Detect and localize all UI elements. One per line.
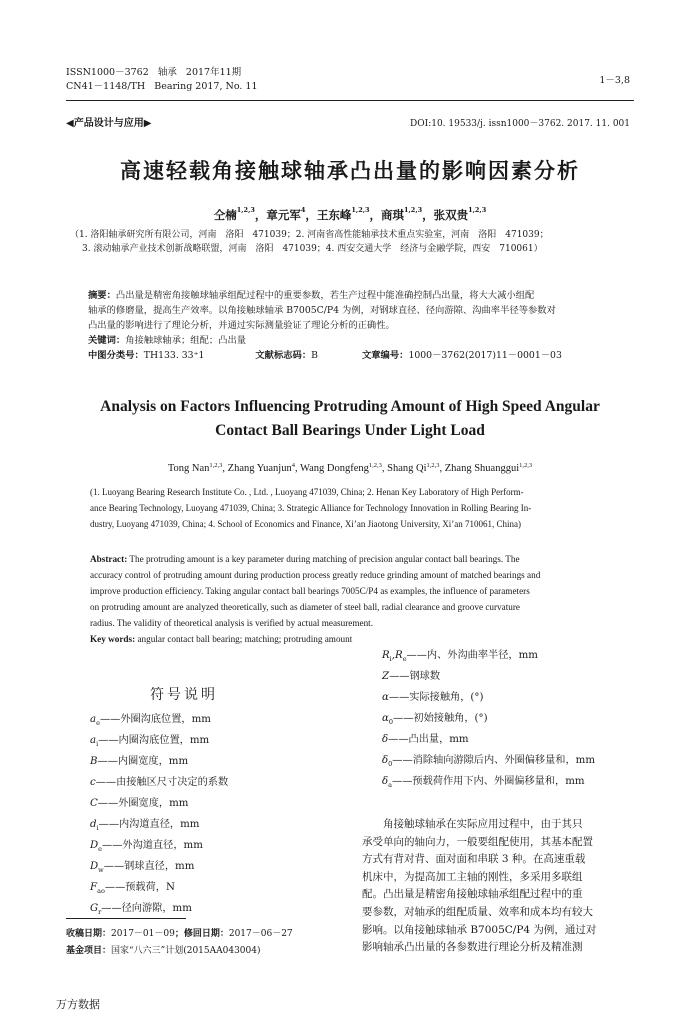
symbols-right	[382, 647, 595, 794]
symbol-row: $\delta_a——$预载荷作用下内、外圈偏移量和，mm	[382, 776, 585, 790]
symbol-row: $F_{ao}——$预载荷，N	[90, 882, 175, 896]
journal-name-cn: 轴承	[157, 67, 177, 78]
symbol-row: $\alpha_0——$初始接触角，(°)	[382, 713, 488, 727]
page-title-en: Analysis on Factors Influencing Protruding Amount of High Speed Angular Contact Ball Bearings Under Light Load	[100, 398, 600, 439]
body-text: 角接触球轴承在实际应用过程中，由于其只 承受单向的轴向力，一般要组配使用，其基本配置 方式有背对背、面对面和串联 3 种。在高速重载 机床中，为提高加工主轴的刚性，多采用多联组 配。凸出量是精密角接触球轴承组配过程中的重 要参数，对轴承的组配质量、效率和成本均有较大 影响。以角接触球轴承 B7005C/P4 为例，通过对 影响轴承凸出量的各参数进行理论分析及精准测	[362, 818, 597, 954]
watermark: 万方数据	[56, 998, 100, 1011]
symbol-row: δ——凸出量，mm	[382, 734, 469, 746]
journal-name-en: Bearing 2017, No. 11	[154, 81, 258, 92]
issn: ISSN1000－3762	[66, 67, 149, 78]
symbol-row: C——外圈宽度，mm	[90, 798, 189, 810]
keywords-cn: 关键词：角接触球轴承；组配；凸出量	[88, 335, 247, 346]
symbol-row: $d_i——$内沟道直径，mm	[90, 819, 200, 833]
cn-number: CN41－1148/TH	[66, 81, 146, 92]
symbol-row: α——实际接触角，(°)	[382, 692, 484, 704]
symbol-row: $R_i,R_e——$内、外沟曲率半径，mm	[382, 650, 538, 664]
keywords-en: Key words: angular contact ball bearing; matching; protruding amount	[90, 634, 353, 644]
symbol-row: $a_e——$外圈沟底位置，mm	[90, 714, 211, 728]
abstract-en: Abstract: The protruding amount is a key parameter during matching of precision angular contact ball bearings. The accuracy control of protruding amount during production process greatly reduce grinding amount of matched bearings and improve production efficiency. Taking angular contact ball bearings 7005C/P4 as examples, the influence of parameters on protruding amount are analyzed theoretically, such as diameter of steel ball, radial clearance and groove curvature radius. The validity of theoretical analysis is verified by actual measurement. Key words: angular contact ball bearing; matching; protruding amount	[90, 551, 620, 647]
symbol-row: $D_w——$钢球直径，mm	[90, 861, 195, 875]
page-range: 1－3,8	[599, 75, 630, 86]
symbol-row: $D_e——$外沟道直径，mm	[90, 840, 203, 854]
footnotes: 收稿日期：2017－01－09；修回日期：2017－06－27 基金项目：国家“八六三”计划(2015AA043004)	[66, 929, 293, 956]
page-title-cn: 高速轻载角接触球轴承凸出量的影响因素分析	[120, 158, 580, 183]
symbol-row: Z——钢球数	[382, 671, 441, 683]
symbol-row: c——由接触区尺寸决定的系数	[90, 777, 229, 789]
doi: DOI:10. 19533/j. issn1000－3762. 2017. 11. 001	[410, 119, 630, 129]
footnote-rule	[66, 918, 186, 919]
affiliations-en: (1. Luoyang Bearing Research Institute Co. , Ltd. , Luoyang 471039, China; 2. Henan Key Laboratory of High Perform- ance Bearing Technology, Luoyang 471039, China; 3. Strategic Alliance for Technology Innovation in Rolling Bearing In- dustry, Luoyang 471039, China; 4. School of Economics and Finance, Xi’an Jiaotong University, Xi’an 710061, China)	[90, 487, 532, 529]
classification-cn: 中图分类号：TH133. 33⁺1 文献标志码：B 文章编号：1000－3762(2017)11－0001－03	[88, 350, 562, 361]
affiliations-cn: （1. 洛阳轴承研究所有限公司，河南 洛阳 471039；2. 河南省高性能轴承技术重点实验室，河南 洛阳 471039； 3. 滚动轴承产业技术创新战略联盟，河南 洛阳 471039；4. 西安交通大学 经济与金融学院，西安 710061）	[70, 230, 549, 254]
issue-cn: 2017年11期	[185, 67, 242, 78]
symbol-row: B——内圈宽度，mm	[90, 756, 189, 768]
authors-en: Tong Nan$^{1,2,3}$, Zhang Yuanjun$^4$, Wang Dongfeng$^{1,2,3}$, Shang Qi$^{1,2,3}$, Zhang Shuanggui$^{1,2,3}$	[167, 462, 533, 474]
abstract-cn: 摘要：凸出量是精密角接触球轴承组配过程中的重要参数，若生产过程中能准确控制凸出量，将大大减小组配 轴承的修磨量，提高生产效率。以角接触球轴承 B7005C/P4 为例，对钢球直径、径向游隙、沟曲率半径等参数对 凸出量的影响进行了理论分析，并通过实际测量验证了理论分析的正确性。 关键词：角接触球轴承；组配；凸出量 中图分类号：TH133. 33⁺1 文献标志码：B 文章编号：1000－3762(2017)11－0001－03	[88, 288, 628, 363]
symbols-left	[90, 711, 228, 921]
symbol-row: $a_i——$内圈沟底位置，mm	[90, 735, 210, 749]
symbol-row: $G_r——$径向游隙，mm	[90, 903, 192, 917]
authors-cn: 仝楠$^{1,2,3}$，章元军$^4$，王东峰$^{1,2,3}$，商琪$^{1,2,3}$，张双贵$^{1,2,3}$	[213, 206, 487, 222]
symbols-heading: 符号说明	[150, 687, 218, 703]
section-tag: ◀产品设计与应用▶	[66, 118, 152, 129]
header-rule	[66, 100, 634, 101]
symbol-row: $\delta_0——$消除轴向游隙后内、外圈偏移量和，mm	[382, 755, 595, 769]
journal-header-left	[66, 66, 258, 94]
